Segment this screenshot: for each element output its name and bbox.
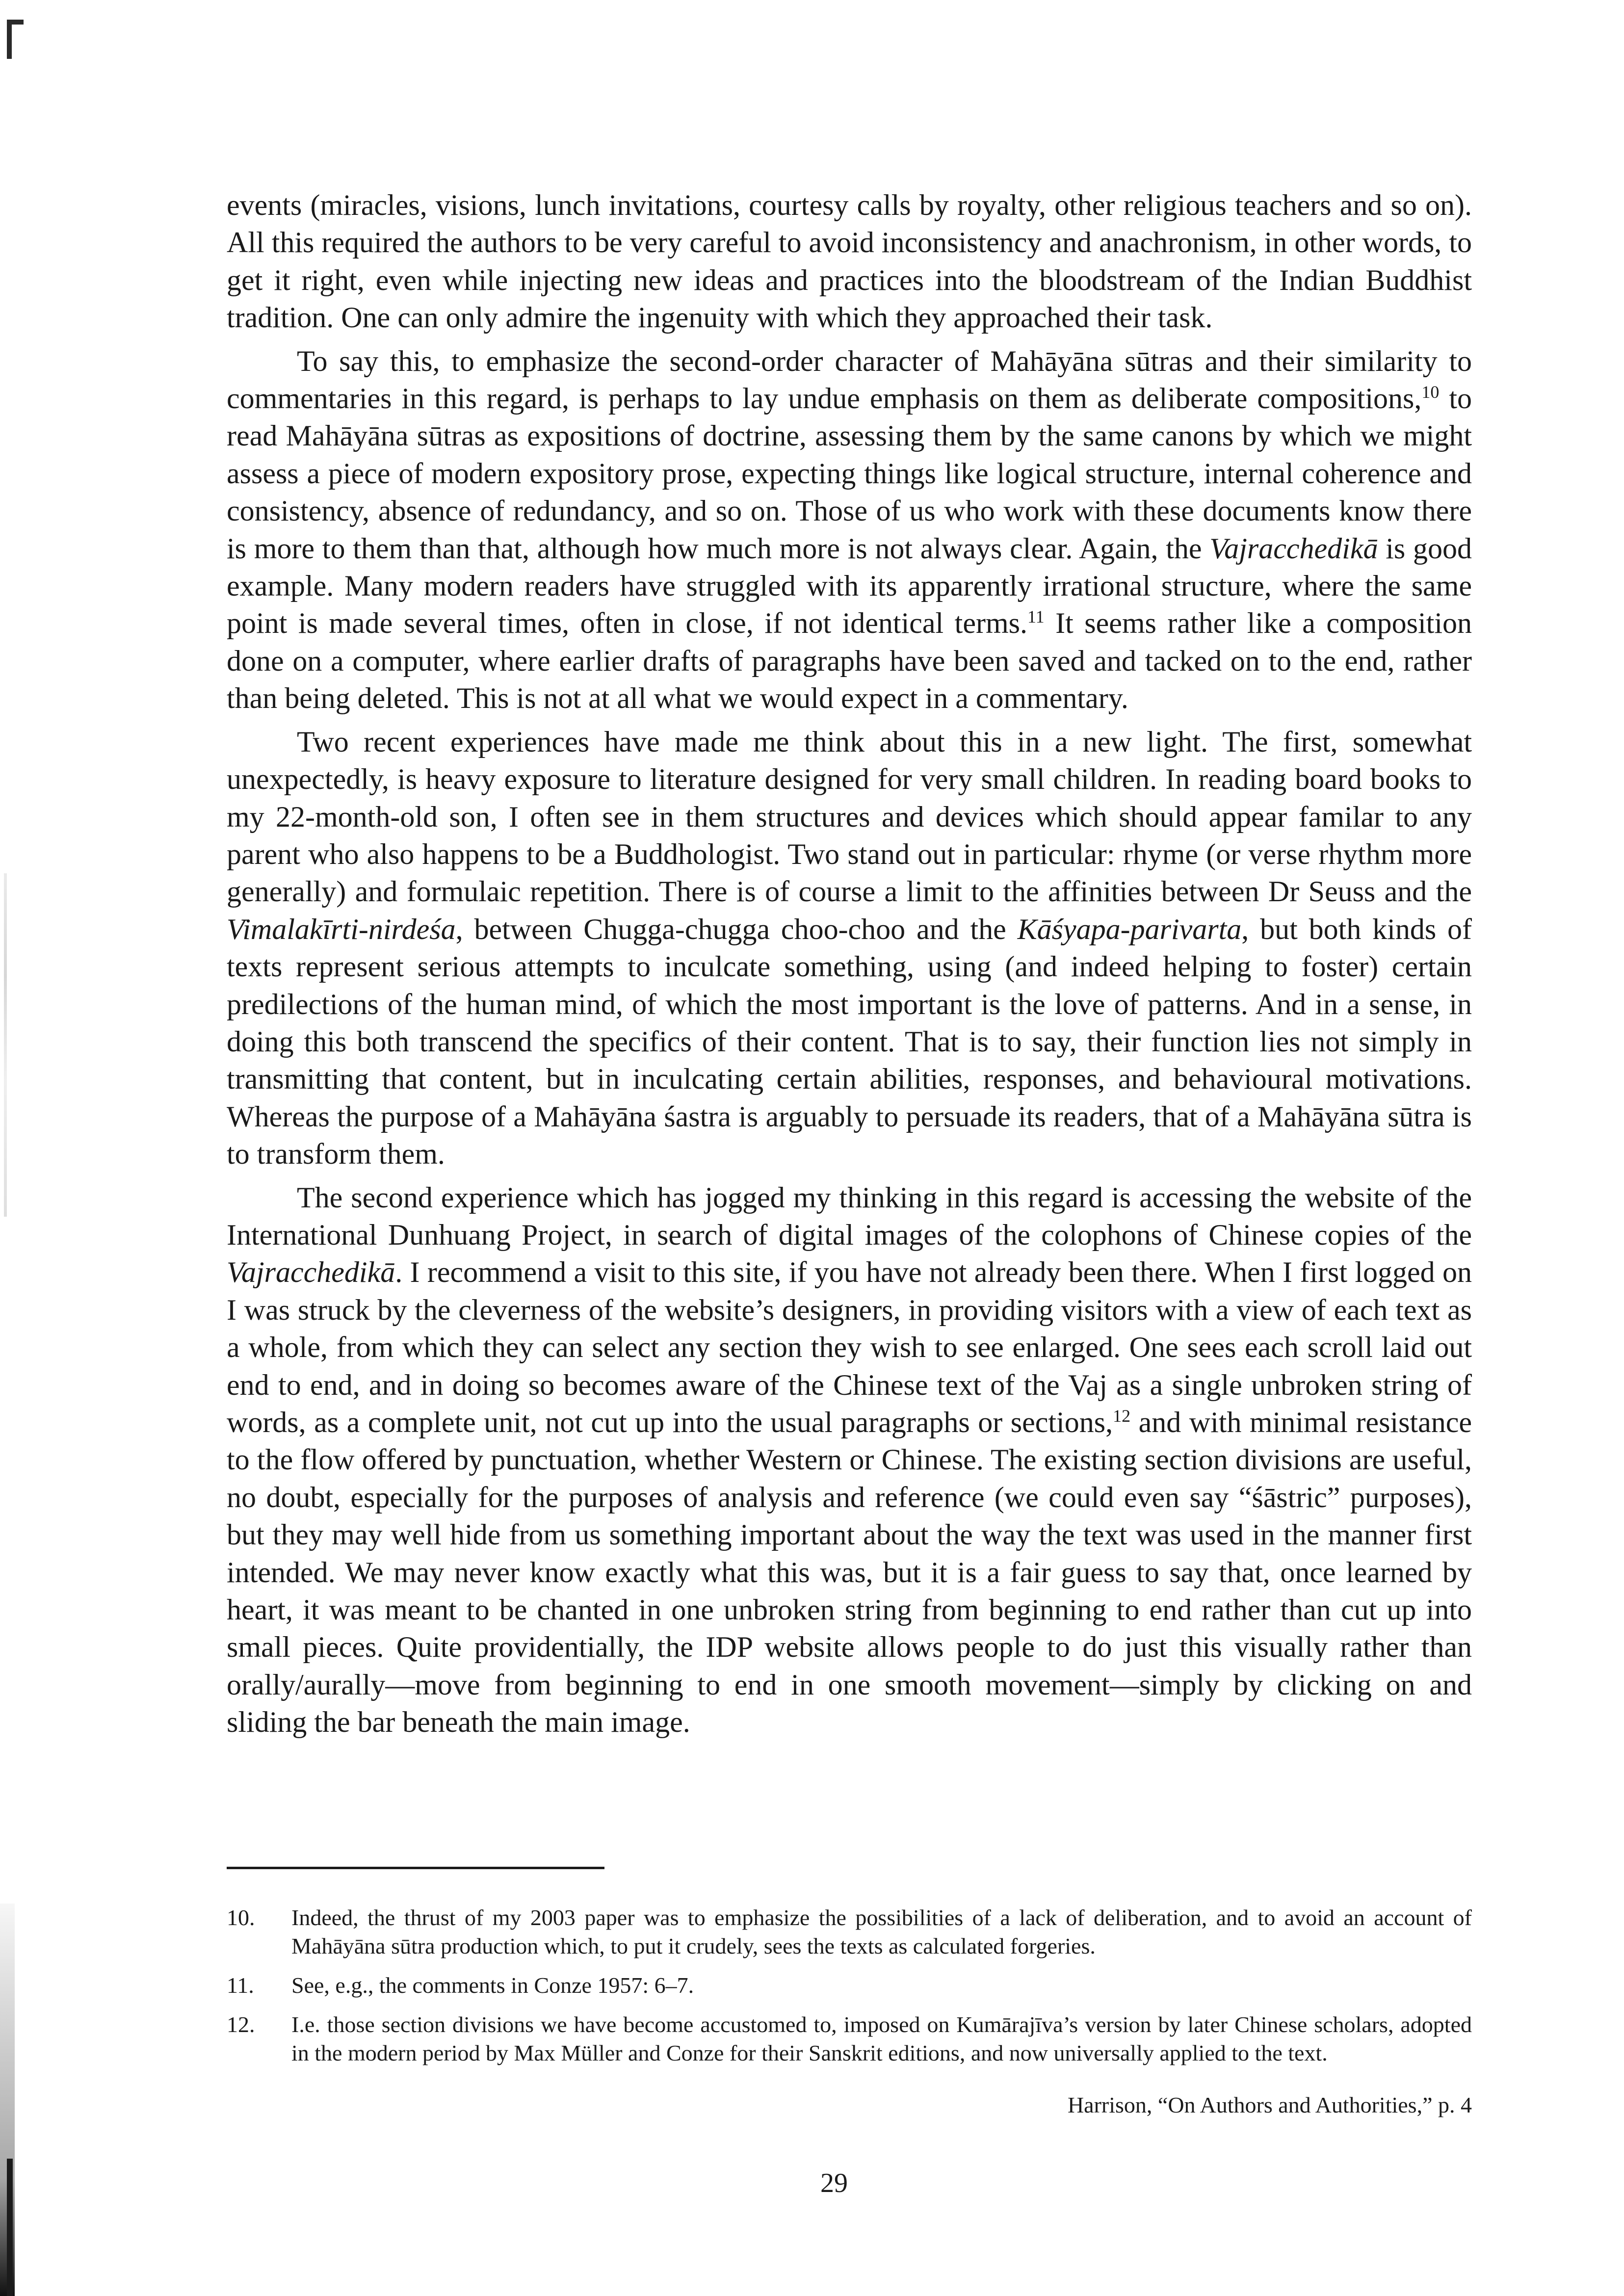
footnote-number: 12.	[227, 2012, 255, 2037]
italic-title: Vajracchedikā	[1209, 532, 1378, 565]
footnotes	[227, 1904, 1472, 2078]
footnote-reference: 12	[1113, 1406, 1131, 1426]
footnote	[227, 2010, 1472, 2067]
footnote-number: 10.	[227, 1905, 255, 1930]
text-run: It seems rather like a composition done on a computer, where earlier drafts of paragraphs have been saved and tacked on to the end, rather than being deleted. This is not at all what we would expect in a commentary.	[227, 607, 1472, 715]
text-run: is good example. Many modern readers have struggled with its apparently irrational structure, where the same point is made several times, often in close, if not identical terms.	[227, 532, 1472, 640]
running-footer: Harrison, “On Authors and Authorities,” p. 4	[1067, 2092, 1472, 2117]
footnote-separator-rule	[227, 1867, 604, 1869]
page-number: 29	[820, 2168, 848, 2198]
footnote-number: 11.	[227, 1973, 254, 1998]
footnote-text: Indeed, the thrust of my 2003 paper was to emphasize the possibilities of a lack of deliberation, and to avoid an account of Mahāyāna sūtra production which, to put it crudely, sees the texts as calculated forgeries.	[291, 1905, 1472, 1958]
text-run: events (miracles, visions, lunch invitations, courtesy calls by royalty, other religious teachers and so on). All this required the authors to be very careful to avoid inconsistency and anachronism, in other words, to get it right, even while injecting new ideas and practices into the bloodstream of the Indian Buddhist tradition. One can only admire the ingenuity with which they approached their task.	[227, 189, 1472, 334]
text-run: Two recent experiences have made me think about this in a new light. The first, somewhat unexpectedly, is heavy exposure to literature designed for very small children. In reading board books to my 22-month-old son, I often see in them structures and devices which should appear familar to any parent who also happens to be a Buddhologist. Two stand out in particular: rhyme (or verse rhythm more generally) and formulaic repetition. There is of course a limit to the affinities between Dr Seuss and the	[227, 725, 1472, 908]
body-paragraph	[227, 1179, 1472, 1741]
italic-title: Kāśyapa-parivarta	[1017, 913, 1242, 945]
footnote	[227, 1904, 1472, 1960]
text-run: . I recommend a visit to this site, if you have not already been there. When I first logged on I was struck by the cleverness of the website’s designers, in providing visitors with a view of each text as a whole, from which they can select any section they wish to see enlarged. One sees each scroll laid out end to end, and in doing so becomes aware of the Chinese text of the Vaj as a single unbroken string of words, as a complete unit, not cut up into the usual paragraphs or sections,	[227, 1256, 1472, 1438]
footnote-reference: 11	[1027, 607, 1045, 627]
text-run: to read Mahāyāna sūtras as expositions of doctrine, assessing them by the same canons by which we might assess a piece of modern expository prose, expecting things like logical structure, internal coherence and consistency, absence of redundancy, and so on. Those of us who work with these documents know there is more to them than that, although how much more is not always clear. Again, the	[227, 382, 1472, 565]
italic-title: Vajracchedikā	[227, 1256, 395, 1289]
italic-title: Vimalakīrti-nirdeśa	[227, 913, 456, 945]
main-body-text	[227, 186, 1472, 1747]
body-paragraph	[227, 186, 1472, 337]
scan-edge-shadow	[4, 873, 7, 1217]
scan-binding-shadow	[0, 1904, 15, 2296]
footnote-text: I.e. those section divisions we have become accustomed to, imposed on Kumārajīva’s version by later Chinese scholars, adopted in the modern period by Max Müller and Conze for their Sanskrit editions, and now universally applied to the text.	[291, 2012, 1472, 2065]
scan-corner-mark	[7, 20, 12, 59]
text-run: To say this, to emphasize the second-order character of Mahāyāna sūtras and their similarity to commentaries in this regard, is perhaps to lay undue emphasis on them as deliberate compositions,	[227, 344, 1472, 415]
text-run: and with minimal resistance to the flow offered by punctuation, whether Western or Chinese. The existing section divisions are useful, no doubt, especially for the purposes of analysis and reference (we could even say “śāstric” purposes), but they may well hide from us something important about the way the text was used in the manner first intended. We may never know exactly what this was, but it is a fair guess to say that, once learned by heart, it was meant to be chanted in one unbroken string from beginning to end rather than cut up into small pieces. Quite providentially, the IDP website allows people to do just this visually rather than orally/aurally—move from beginning to end in one smooth movement—simply by clicking on and sliding the bar beneath the main image.	[227, 1406, 1472, 1739]
text-run: , but both kinds of texts represent serious attempts to inculcate something, using (and indeed helping to foster) certain predilections of the human mind, of which the most important is the love of patterns. And in a sense, in doing this both transcend the specifics of their content. That is to say, their function lies not simply in transmitting that content, but in inculcating certain abilities, responses, and behavioural motivations. Whereas the purpose of a Mahāyāna śastra is arguably to persuade its readers, that of a Mahāyāna sūtra is to transform them.	[227, 913, 1472, 1171]
text-run: , between Chugga-chugga choo-choo and the	[455, 913, 1018, 945]
footnote	[227, 1971, 1472, 2000]
text-run: The second experience which has jogged my thinking in this regard is accessing the website of the International Dunhuang Project, in search of digital images of the colophons of Chinese copies of the	[227, 1181, 1472, 1251]
body-paragraph	[227, 342, 1472, 717]
footnote-reference: 10	[1421, 382, 1440, 402]
body-paragraph	[227, 723, 1472, 1173]
footnote-text: See, e.g., the comments in Conze 1957: 6–7.	[291, 1973, 694, 1998]
